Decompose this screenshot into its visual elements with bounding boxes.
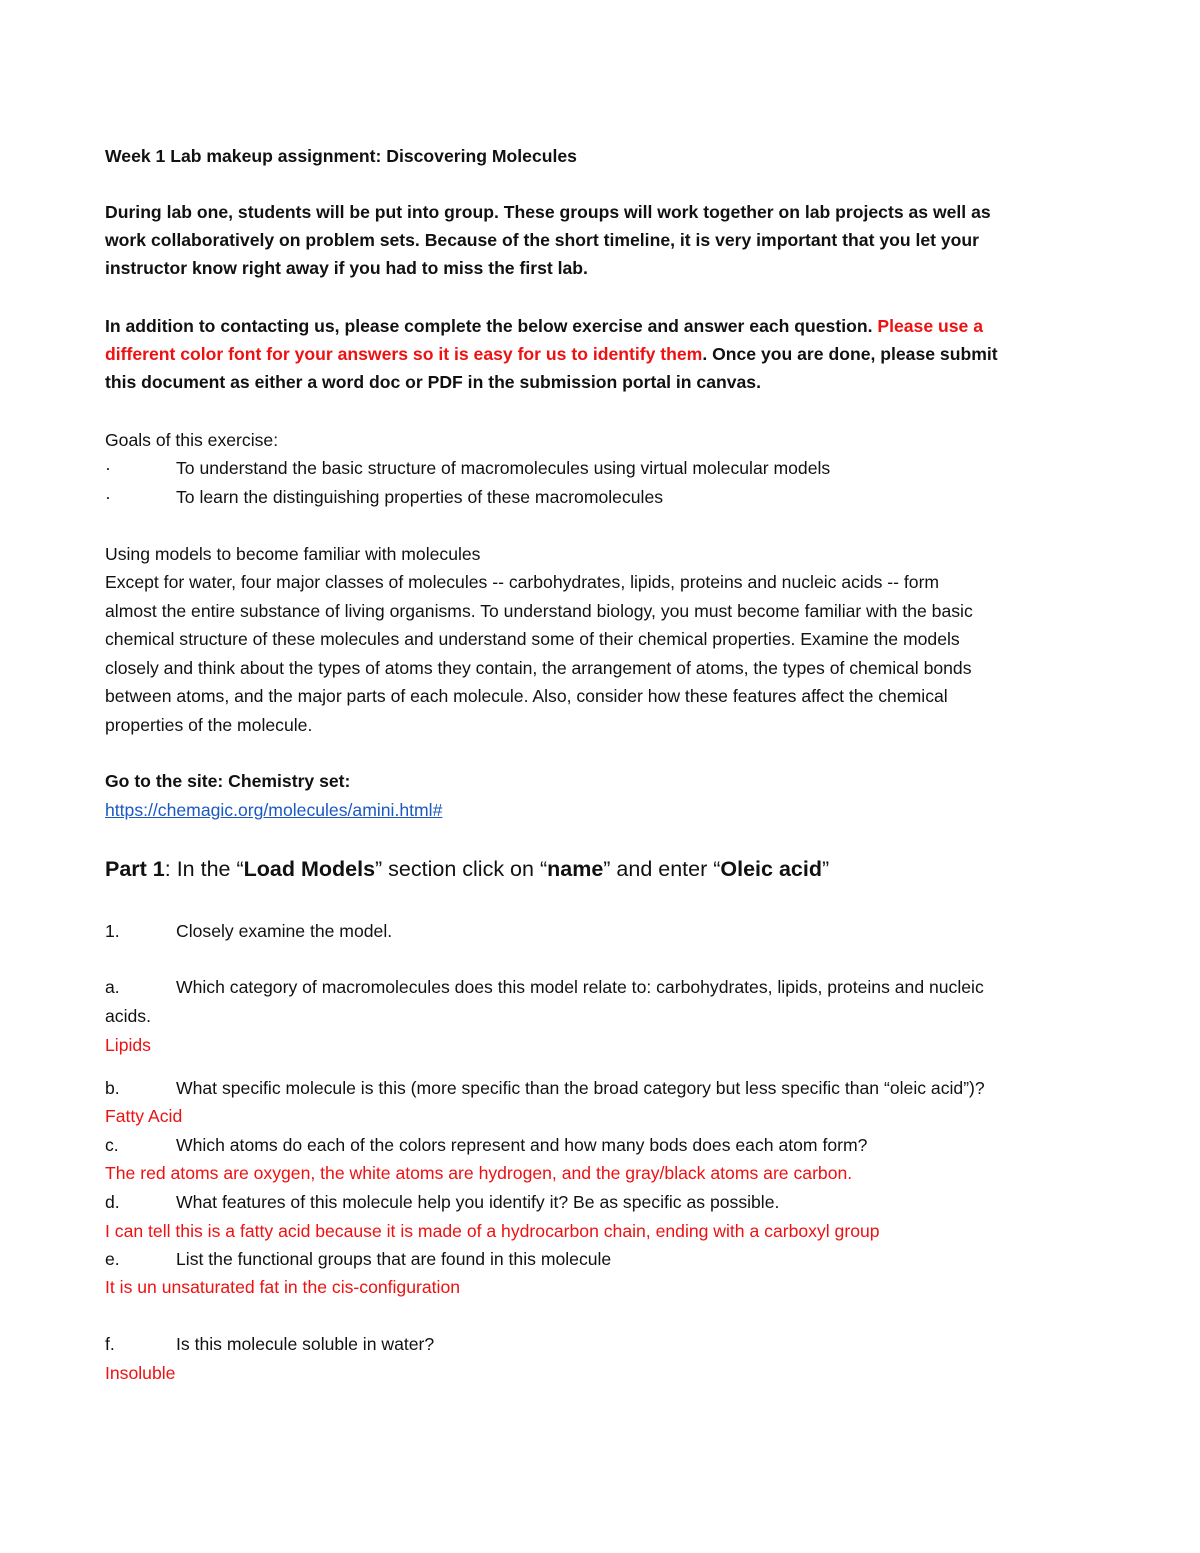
answer-d: I can tell this is a fatty acid because it is made of a hydrocarbon chain, ending with a carboxyl group	[105, 1221, 880, 1241]
part1-bold: Oleic acid	[720, 857, 822, 881]
question-1	[105, 920, 392, 942]
answer-a: Lipids	[105, 1035, 151, 1055]
question-label: a.	[105, 977, 120, 997]
part1-text: ” section click on “	[375, 857, 548, 881]
intro-line-1: During lab one, students will be put into group. These groups will work together on lab projects as well as	[105, 202, 991, 222]
question-label: e.	[105, 1249, 120, 1269]
goal-text: To learn the distinguishing properties of these macromolecules	[176, 487, 664, 507]
models-heading: Using models to become familiar with molecules	[105, 544, 481, 564]
question-text: What features of this molecule help you identify it? Be as specific as possible.	[176, 1192, 780, 1212]
bullet-icon: ·	[105, 487, 111, 507]
question-text: Which atoms do each of the colors represent and how many bods does each atom form?	[176, 1135, 868, 1155]
question-a-cont: acids.	[105, 1006, 151, 1026]
question-label: f.	[105, 1334, 115, 1354]
models-line-3: chemical structure of these molecules and understand some of their chemical properties. Examine the models	[105, 629, 960, 649]
models-line-6: properties of the molecule.	[105, 715, 313, 735]
intro-line-3: instructor know right away if you had to miss the first lab.	[105, 258, 588, 278]
goal-text: To understand the basic structure of macromolecules using virtual molecular models	[176, 458, 831, 478]
goal-item-1	[105, 457, 830, 479]
models-line-5: between atoms, and the major parts of each molecule. Also, consider how these features affect the chemical	[105, 686, 948, 706]
part1-text: ” and enter “	[603, 857, 721, 881]
models-line-1: Except for water, four major classes of molecules -- carbohydrates, lipids, proteins and nucleic acids -- form	[105, 572, 940, 592]
answer-c: The red atoms are oxygen, the white atoms are hydrogen, and the gray/black atoms are carbon.	[105, 1163, 853, 1183]
instructions-highlight: Please use a	[877, 316, 983, 336]
part1-label: Part 1	[105, 857, 165, 881]
instructions-line-3: this document as either a word doc or PDF in the submission portal in canvas.	[105, 372, 761, 392]
site-link[interactable]: https://chemagic.org/molecules/amini.html#	[105, 800, 443, 820]
question-number: 1.	[105, 921, 120, 941]
question-label: d.	[105, 1192, 120, 1212]
part1-text: ”	[822, 857, 830, 881]
answer-b: Fatty Acid	[105, 1106, 183, 1126]
part1-bold: name	[547, 857, 604, 881]
question-text: Which category of macromolecules does this model relate to: carbohydrates, lipids, proteins and nucleic	[176, 977, 984, 997]
site-line	[105, 799, 442, 821]
question-d	[105, 1191, 779, 1213]
question-b	[105, 1077, 985, 1099]
answer-f: Insoluble	[105, 1363, 176, 1383]
question-a	[105, 976, 984, 998]
goal-item-2	[105, 486, 663, 508]
question-text: Is this molecule soluble in water?	[176, 1334, 435, 1354]
models-line-4: closely and think about the types of atoms they contain, the arrangement of atoms, the types of chemical bonds	[105, 658, 972, 678]
intro-line-2: work collaboratively on problem sets. Because of the short timeline, it is very important that you let your	[105, 230, 980, 250]
question-text: What specific molecule is this (more specific than the broad category but less specific than “oleic acid”)?	[176, 1078, 985, 1098]
instructions-highlight: different color font for your answers so it is easy for us to identify them	[105, 344, 703, 364]
question-c	[105, 1134, 867, 1156]
question-f	[105, 1333, 434, 1355]
part1-heading	[105, 855, 829, 883]
question-text: List the functional groups that are found in this molecule	[176, 1249, 612, 1269]
question-label: b.	[105, 1078, 120, 1098]
instructions-text: . Once you are done, please submit	[702, 344, 998, 364]
question-label: c.	[105, 1135, 119, 1155]
answer-e: It is un unsaturated fat in the cis-configuration	[105, 1277, 461, 1297]
instructions-line-1	[105, 315, 983, 337]
document-title: Week 1 Lab makeup assignment: Discovering Molecules	[105, 146, 577, 166]
instructions-text: In addition to contacting us, please complete the below exercise and answer each question.	[105, 316, 878, 336]
site-label: Go to the site: Chemistry set:	[105, 771, 351, 791]
part1-bold: Load Models	[243, 857, 376, 881]
bullet-icon: ·	[105, 458, 111, 478]
part1-text: : In the “	[164, 857, 244, 881]
instructions-line-2	[105, 343, 998, 365]
models-line-2: almost the entire substance of living organisms. To understand biology, you must become familiar with the basic	[105, 601, 973, 621]
question-text: Closely examine the model.	[176, 921, 393, 941]
question-e	[105, 1248, 611, 1270]
goals-heading: Goals of this exercise:	[105, 430, 279, 450]
